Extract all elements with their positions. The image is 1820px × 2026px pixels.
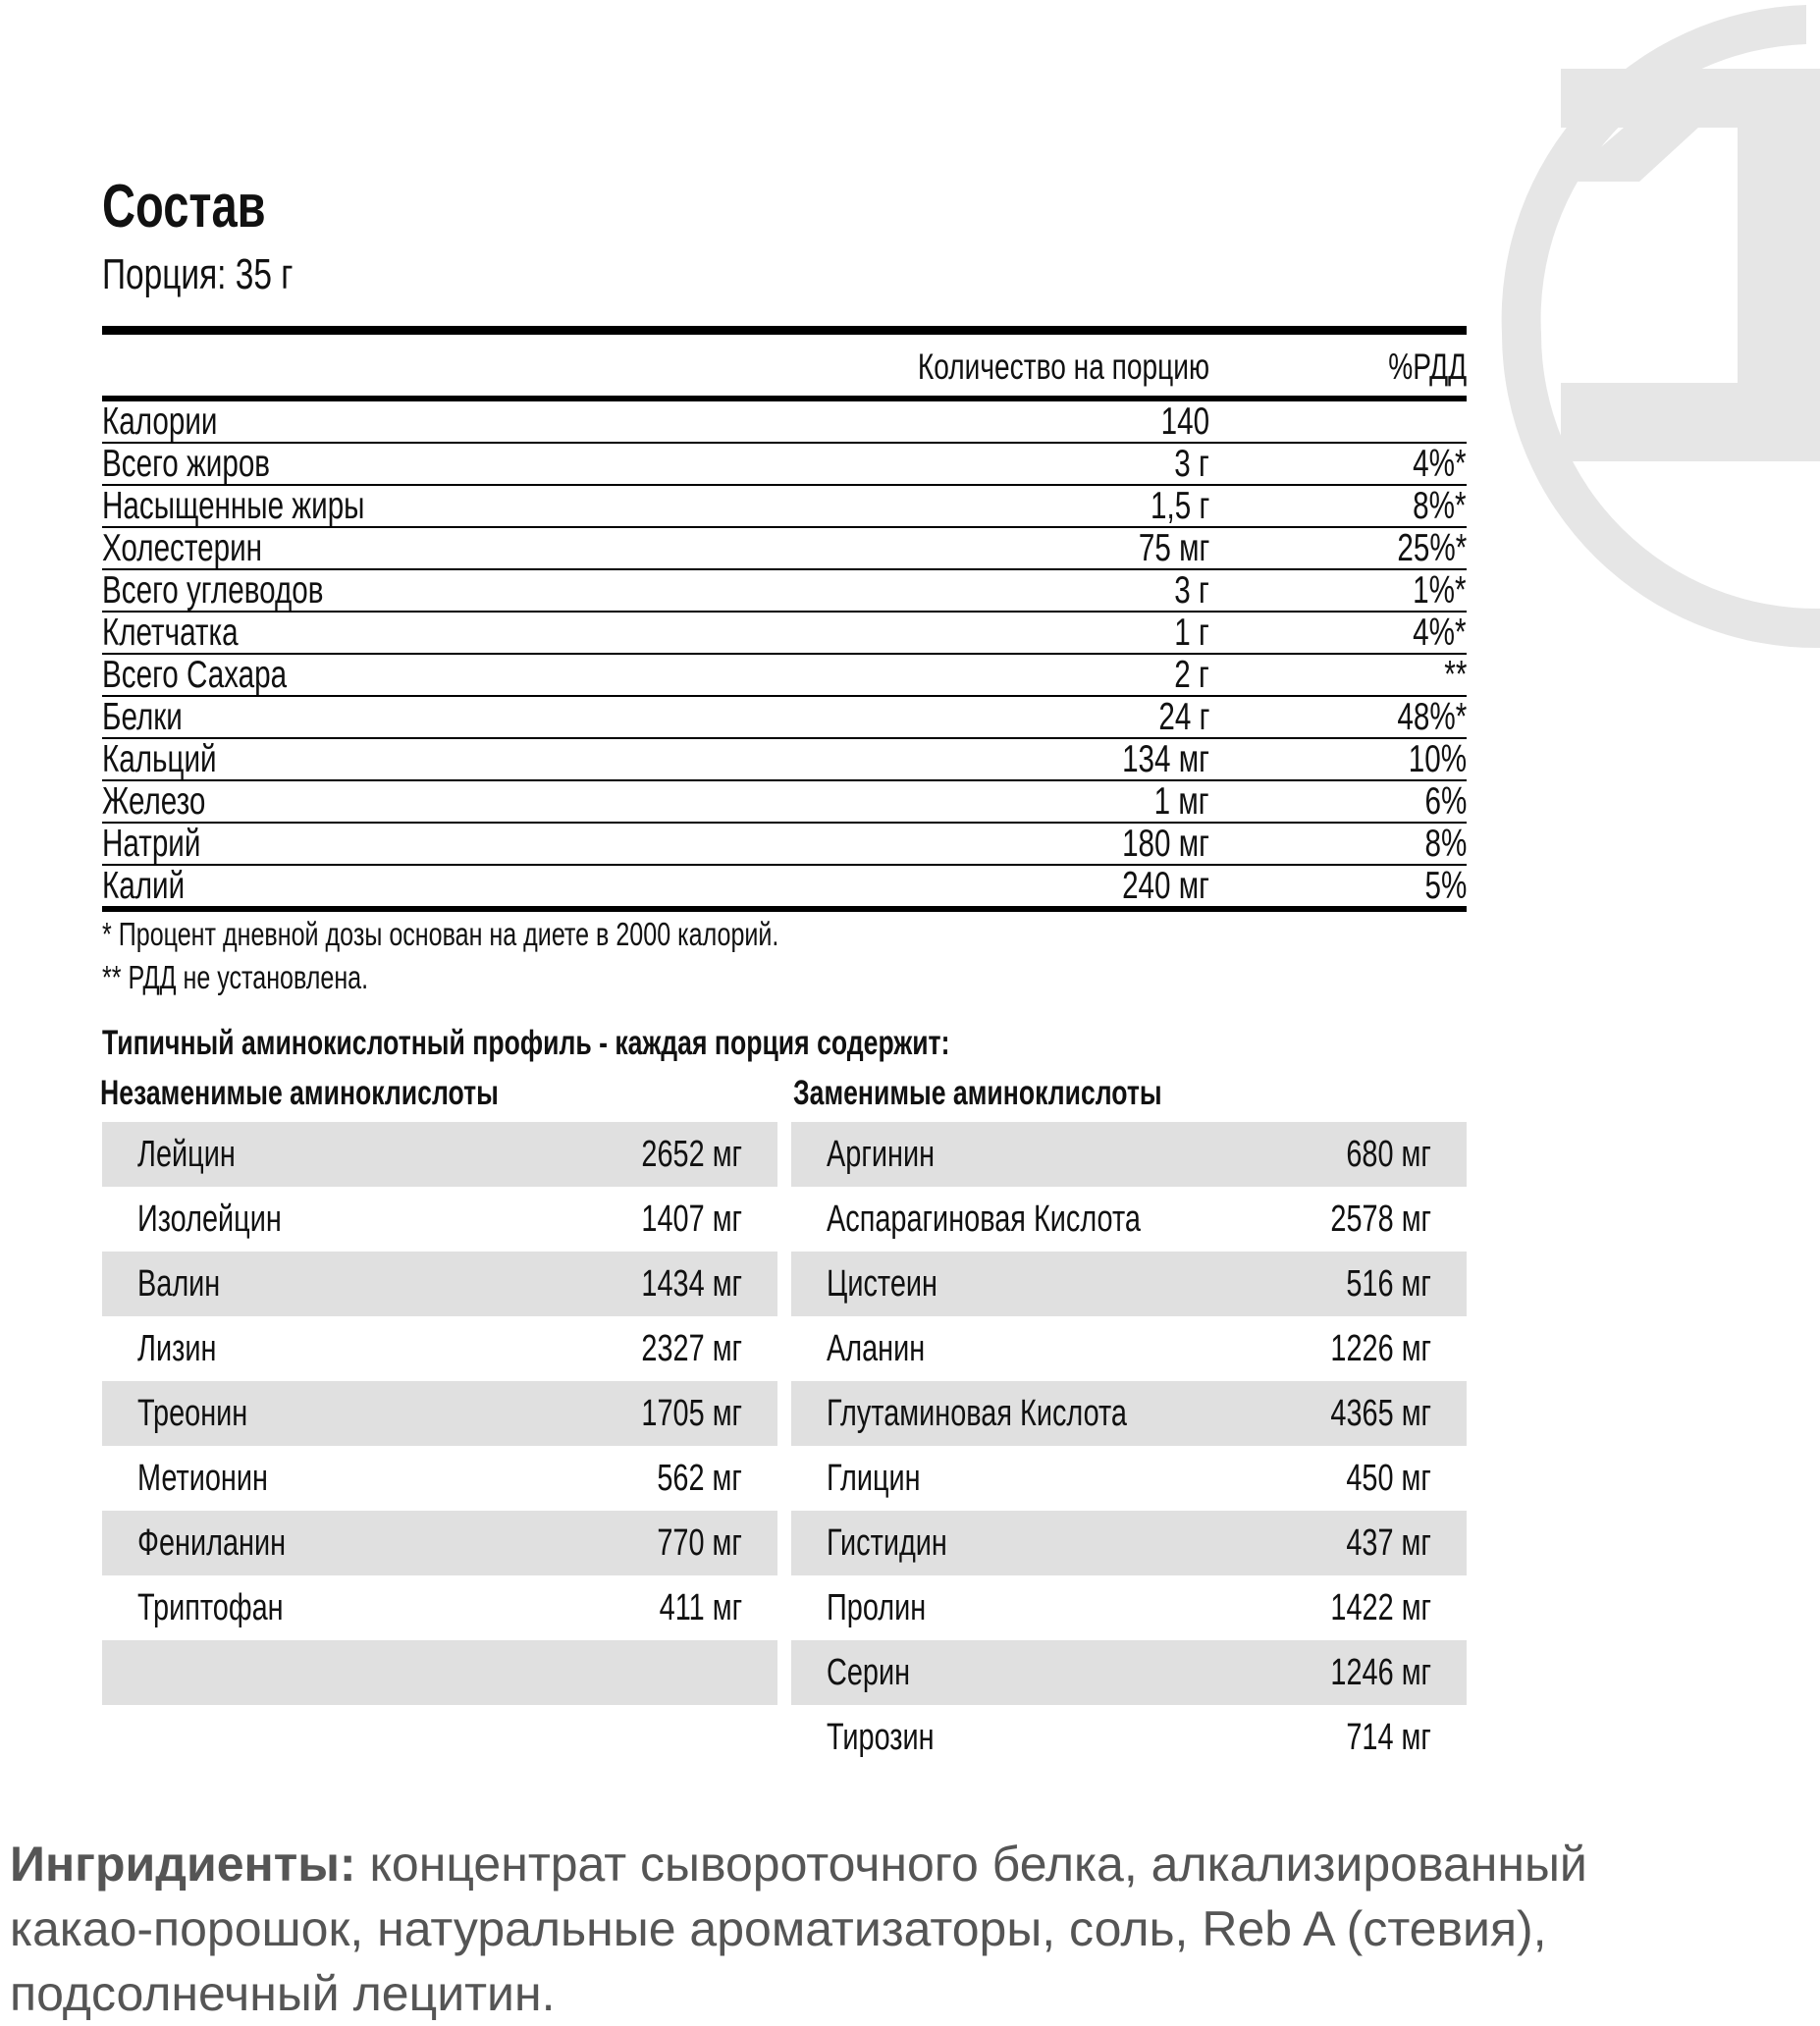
amino-row xyxy=(791,1511,1467,1575)
amino-row xyxy=(102,1640,777,1705)
amino-value: 1434 мг xyxy=(641,1263,742,1305)
amino-value: 2578 мг xyxy=(1330,1199,1431,1240)
amino-value: 1246 мг xyxy=(1330,1652,1431,1693)
page-title: Состав xyxy=(102,173,266,240)
nutrient-amount: 75 мг xyxy=(1138,527,1209,569)
amino-name: Валин xyxy=(137,1263,221,1305)
amino-value: 1226 мг xyxy=(1330,1328,1431,1369)
essential-amino-table xyxy=(102,1122,777,1705)
nutrient-amount: 1 мг xyxy=(1154,780,1209,823)
essential-amino-heading: Незаменимые аминоклислоты xyxy=(100,1074,499,1112)
amino-value: 1407 мг xyxy=(641,1199,742,1240)
amino-value: 411 мг xyxy=(659,1587,742,1628)
nonessential-amino-table xyxy=(791,1122,1467,1770)
nutrient-dv: 25%* xyxy=(1397,527,1467,569)
nutrient-amount: 1,5 г xyxy=(1150,485,1209,527)
amino-value: 770 мг xyxy=(657,1522,742,1564)
nutrient-name: Калий xyxy=(102,865,186,907)
amino-value: 562 мг xyxy=(657,1458,742,1499)
amino-name: Аланин xyxy=(827,1328,926,1369)
nutrition-row xyxy=(102,822,1467,864)
amino-row xyxy=(791,1705,1467,1770)
nutrient-amount: 24 г xyxy=(1157,696,1209,738)
nutrient-name: Железо xyxy=(102,780,206,823)
amino-name: Треонин xyxy=(137,1393,248,1434)
amino-value: 1422 мг xyxy=(1330,1587,1431,1628)
amino-value: 1705 мг xyxy=(641,1393,742,1434)
amino-row xyxy=(102,1511,777,1575)
nutrition-facts-table xyxy=(102,326,1467,912)
nutrition-row xyxy=(102,611,1467,653)
amino-value: 2652 мг xyxy=(641,1134,742,1175)
amino-value: 4365 мг xyxy=(1330,1393,1431,1434)
amino-row xyxy=(791,1187,1467,1252)
amino-value: 437 мг xyxy=(1346,1522,1431,1564)
amino-name: Гистидин xyxy=(827,1522,947,1564)
amino-name: Фениланин xyxy=(137,1522,287,1564)
nutrient-dv: 10% xyxy=(1408,738,1467,780)
amino-value: 714 мг xyxy=(1346,1717,1431,1758)
nutrition-row xyxy=(102,484,1467,526)
column-header-amount: Количество на порцию xyxy=(917,347,1209,387)
amino-row xyxy=(102,1122,777,1187)
amino-name: Метионин xyxy=(137,1458,268,1499)
nutrient-amount: 240 мг xyxy=(1122,865,1209,907)
nutrient-name: Кальций xyxy=(102,738,217,780)
nutrient-dv: 4%* xyxy=(1413,612,1467,654)
nutrient-dv: ** xyxy=(1443,654,1467,696)
nutrient-name: Калории xyxy=(102,400,218,443)
amino-name: Пролин xyxy=(827,1587,927,1628)
nutrient-dv: 48%* xyxy=(1397,696,1467,738)
nutrition-table-header xyxy=(102,335,1467,401)
nutrition-row xyxy=(102,526,1467,568)
serving-size: Порция: 35 г xyxy=(102,250,294,298)
nutrient-amount: 140 xyxy=(1160,400,1209,443)
nutrition-row xyxy=(102,779,1467,822)
nonessential-amino-heading: Заменимые аминоклислоты xyxy=(793,1074,1162,1112)
amino-row xyxy=(791,1446,1467,1511)
nutrient-name: Всего углеводов xyxy=(102,569,324,612)
amino-row xyxy=(102,1316,777,1381)
nutrient-amount: 3 г xyxy=(1174,443,1209,485)
amino-name: Изолейцин xyxy=(137,1199,282,1240)
amino-value: 2327 мг xyxy=(641,1328,742,1369)
amino-name: Глицин xyxy=(827,1458,921,1499)
column-header-dv: %РДД xyxy=(1388,347,1467,387)
amino-name: Триптофан xyxy=(137,1587,284,1628)
nutrition-row xyxy=(102,442,1467,484)
amino-value: 450 мг xyxy=(1346,1458,1431,1499)
ingredients-text xyxy=(10,1832,1738,2026)
amino-name: Глутаминовая Кислота xyxy=(827,1393,1127,1434)
nutrient-name: Натрий xyxy=(102,823,201,865)
amino-name: Цистеин xyxy=(827,1263,937,1305)
nutrition-row xyxy=(102,653,1467,695)
amino-value: 680 мг xyxy=(1346,1134,1431,1175)
nutrient-dv: 6% xyxy=(1424,780,1467,823)
nutrient-name: Всего Сахара xyxy=(102,654,288,696)
nutrient-name: Белки xyxy=(102,696,183,738)
nutrient-amount: 134 мг xyxy=(1122,738,1209,780)
ingredients-label: Ингридиенты: xyxy=(10,1837,356,1892)
amino-name: Тирозин xyxy=(827,1717,935,1758)
amino-name: Лизин xyxy=(137,1328,217,1369)
amino-row xyxy=(102,1252,777,1316)
amino-row xyxy=(102,1575,777,1640)
nutrient-dv: 1%* xyxy=(1413,569,1467,612)
nutrient-amount: 2 г xyxy=(1174,654,1209,696)
nutrient-dv: 5% xyxy=(1424,865,1467,907)
nutrient-name: Холестерин xyxy=(102,527,263,569)
nutrient-amount: 180 мг xyxy=(1122,823,1209,865)
ingredients-list: концентрат сывороточного белка, алкализированный какао-порошок, натуральные ароматизаторы, соль, Reb A (стевия), подсолнечный лецитин. xyxy=(10,1837,1587,2021)
amino-row xyxy=(791,1122,1467,1187)
amino-row xyxy=(791,1381,1467,1446)
amino-row xyxy=(791,1316,1467,1381)
amino-value: 516 мг xyxy=(1346,1263,1431,1305)
nutrient-dv: 4%* xyxy=(1413,443,1467,485)
amino-row xyxy=(102,1187,777,1252)
amino-row xyxy=(791,1575,1467,1640)
nutrition-row xyxy=(102,737,1467,779)
nutrient-name: Всего жиров xyxy=(102,443,271,485)
nutrition-row xyxy=(102,864,1467,906)
nutrient-name: Клетчатка xyxy=(102,612,239,654)
footnote: ** РДД не установлена. xyxy=(102,959,369,995)
amino-name: Лейцин xyxy=(137,1134,236,1175)
nutrition-rows xyxy=(102,401,1467,906)
footnotes xyxy=(102,913,992,999)
amino-name: Аспарагиновая Кислота xyxy=(827,1199,1141,1240)
nutrient-dv: 8% xyxy=(1424,823,1467,865)
amino-name: Серин xyxy=(827,1652,911,1693)
footnote: * Процент дневной дозы основан на диете в 2000 калорий. xyxy=(102,916,779,952)
nutrition-row xyxy=(102,695,1467,737)
nutrient-amount: 3 г xyxy=(1174,569,1209,612)
amino-name: Аргинин xyxy=(827,1134,936,1175)
nutrition-row xyxy=(102,401,1467,442)
amino-row xyxy=(102,1381,777,1446)
amino-row xyxy=(791,1640,1467,1705)
nutrient-amount: 1 г xyxy=(1174,612,1209,654)
amino-profile-title: Типичный аминокислотный профиль - каждая порция содержит: xyxy=(102,1024,950,1062)
amino-row xyxy=(791,1252,1467,1316)
amino-row xyxy=(102,1446,777,1511)
nutrient-dv: 8%* xyxy=(1413,485,1467,527)
nutrition-row xyxy=(102,568,1467,611)
nutrient-name: Насыщенные жиры xyxy=(102,485,365,527)
